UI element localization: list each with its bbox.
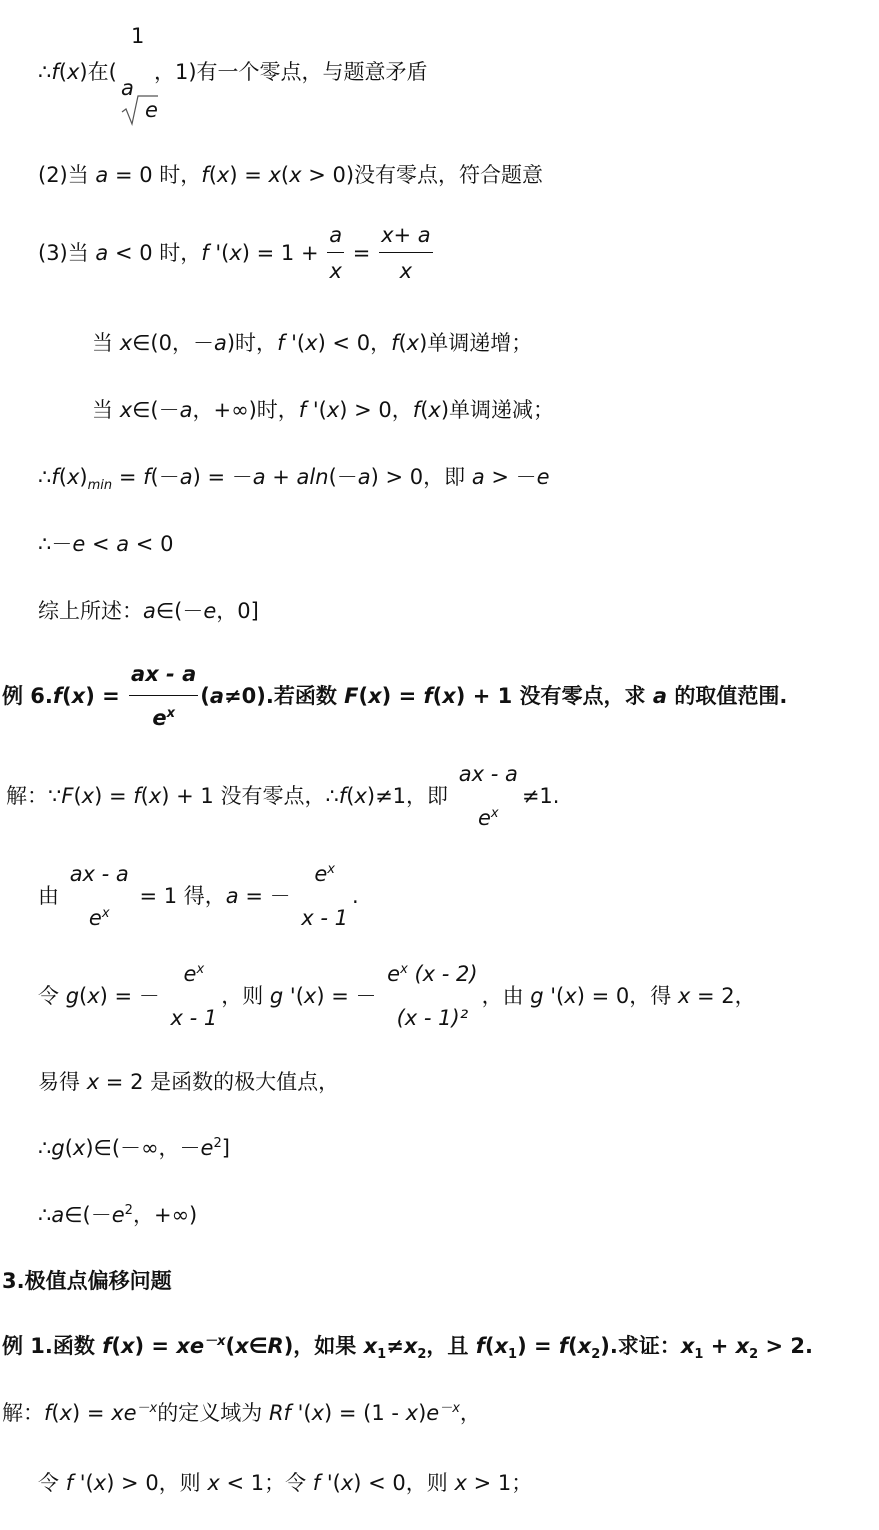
text-line-12: 令 g(x) = － $e^x$ x - 1 ，则 g '(x) = － $e^x$ (x - 2) (x - 1)² ，由 g '(x) = 0，得 x = 2，: [38, 962, 756, 1030]
text-line-8: 综上所述：a∈(－e，0]: [38, 599, 259, 623]
text-line-1: ∴f(x)在(: [38, 60, 117, 84]
fraction-g-derivative: $e^x$ (x - 2) (x - 1)²: [387, 962, 478, 1030]
fraction-1-denominator-a: a: [121, 76, 134, 100]
example-6-heading: 例 6.f(x) = $\frac{ax - a}{e^x}$ (a≠0).若函数 F(x) = f(x) + 1 没有零点，求 a 的取值范围.: [2, 662, 788, 730]
text-line-7: ∴－e < a < 0: [38, 532, 174, 556]
fraction-g-definition: $e^x$ x - 1: [170, 962, 218, 1030]
text-line-5: 当 x∈(－a，+∞)时，f '(x) > 0，f(x)单调递减；: [92, 398, 555, 422]
fraction-ax-minus-a-over-ex-2: ax - a $e^x$: [458, 762, 518, 830]
fraction-ax-minus-a-over-ex-3: ax - a $e^x$: [69, 862, 129, 930]
text-line-15: $\therefore a\in(-e^2$，+∞): [38, 1203, 198, 1227]
text-line-1-rest: ，1)有一个零点，与题意矛盾: [154, 60, 428, 84]
text-line-18: 解：$f(x) = xe^{-x}$的定义域为 Rf '$(x) = (1 - x)e^{-x}$，: [2, 1401, 481, 1425]
text-line-19: 令 f '(x) > 0，则 x < 1；令 f '(x) < 0，则 x > 1；: [38, 1471, 533, 1495]
section-heading-3: 3.极值点偏移问题: [2, 1269, 172, 1293]
text-line-4: 当 x∈(0，－a)时，f '(x) < 0，f(x)单调递增；: [92, 331, 533, 355]
fraction-x-plus-a-over-x: $\frac{x+ a}{x}$: [381, 223, 431, 283]
fraction-a-over-x: $\frac{a}{x}$: [329, 223, 343, 283]
text-line-6: $\therefore f(x)_{min} = f(-a) = -a + aln(-a) > 0$，即 a > －e: [38, 465, 550, 494]
text-line-3: (3)当 a < 0 时，f '(x) = 1 + $\frac{a}{x}$ = $\frac{x+ a}{x}$: [38, 223, 431, 283]
text-line-2: (2)当 a = 0 时，f(x) = x(x > 0)没有零点，符合题意: [38, 163, 544, 187]
text-line-11: 由 ax - a $e^x$ = 1 得，a = － $e^x$ x - 1 .: [38, 862, 359, 930]
text-line-14: ∴g(x)∈(－∞，$-e^2$]: [38, 1136, 230, 1160]
example-1-heading: 例 1.函数 $f(x) = xe^{-x}(x\in R)$，如果 $x_1\ne x_2$，且 $f(x_1) = f(x_2)$.求证：$x_1 + x_2 > 2$.: [2, 1334, 814, 1363]
fraction-ex-over-x-minus-1: $e^x$ x - 1: [301, 862, 348, 930]
text-line-10: 解：∵F(x) = f(x) + 1 没有零点，∴f(x)≠1，即 ax - a $e^x$ ≠1.: [6, 762, 560, 830]
fraction-1-denominator-e: e: [145, 98, 158, 122]
fraction-1-numerator: 1: [131, 24, 145, 48]
fraction-ax-minus-a-over-ex: $\frac{ax - a}{e^x}$: [131, 662, 197, 730]
text-line-13: 易得 x = 2 是函数的极大值点，: [38, 1070, 340, 1094]
